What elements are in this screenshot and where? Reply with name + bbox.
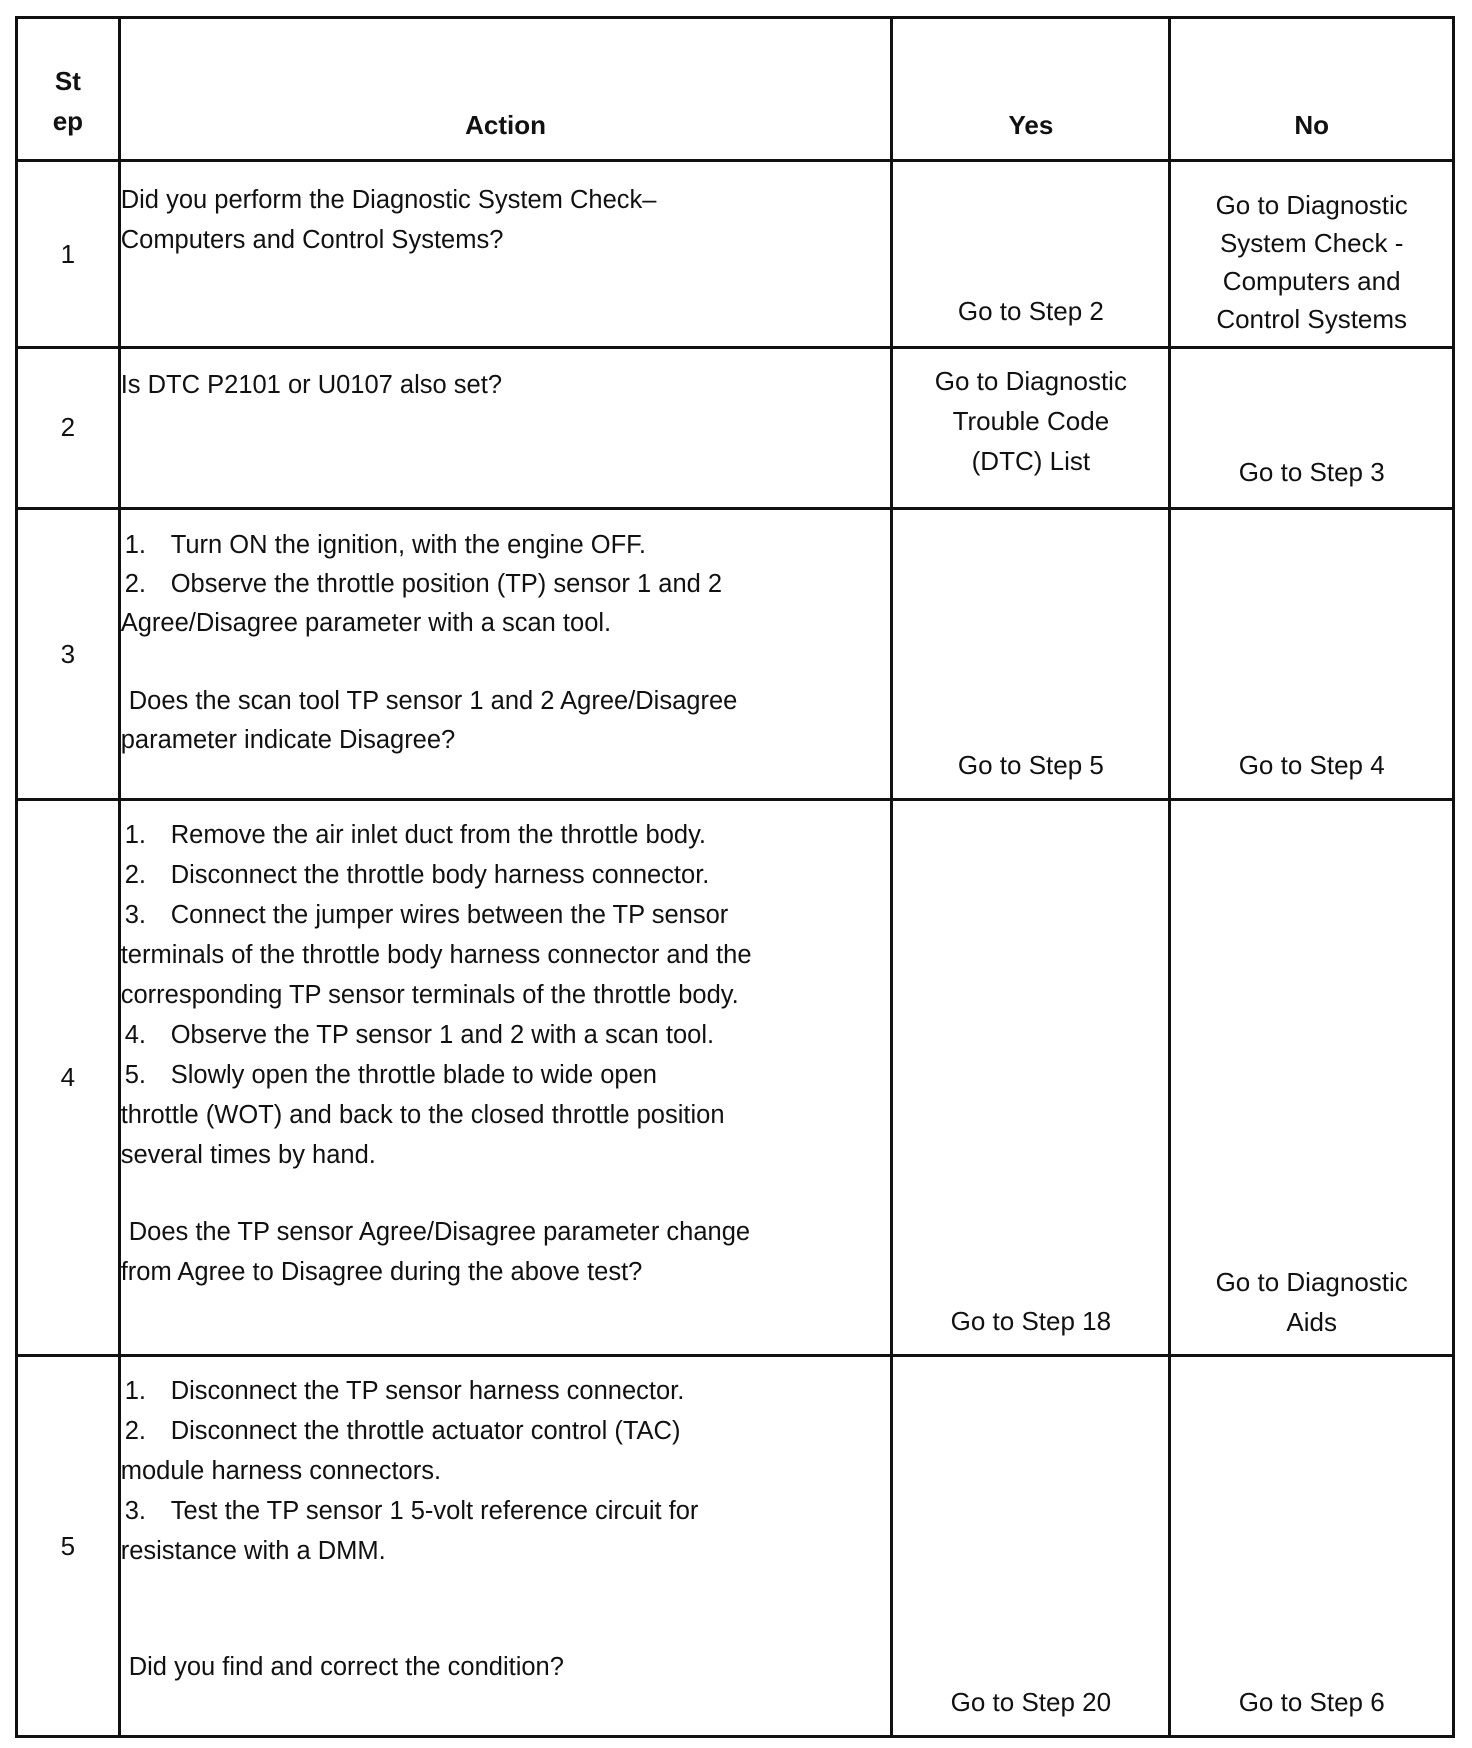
diagnostic-table [15, 16, 1455, 1738]
action-line: Agree/Disagree parameter with a scan tool. [120, 608, 612, 637]
action-line: throttle (WOT) and back to the closed throttle position [120, 1101, 725, 1130]
action-line [121, 1411, 891, 1451]
no-cell [1170, 800, 1454, 1356]
table-row [17, 508, 1454, 799]
no-line: Control Systems [1216, 303, 1408, 334]
action-line [121, 855, 891, 895]
action-line: terminals of the throttle body harness connector and the [120, 941, 752, 970]
yes-cell: Go to Step 5 [892, 508, 1170, 799]
no-line: Aids [1286, 1307, 1337, 1338]
no-line: System Check - [1219, 227, 1404, 258]
item-text: Connect the jumper wires between the TP sensor [170, 901, 729, 930]
action-line [121, 1491, 891, 1531]
item-text: Slowly open the throttle blade to wide open [170, 1061, 657, 1090]
action-line: corresponding TP sensor terminals of the throttle body. [120, 981, 739, 1010]
action-line: several times by hand. [120, 1141, 376, 1170]
action-line: Computers and Control Systems? [120, 226, 504, 255]
item-text: Disconnect the throttle body harness connector. [170, 861, 710, 890]
no-column-header: No [1170, 18, 1454, 161]
action-cell [119, 347, 892, 508]
action-cell [119, 800, 892, 1356]
action-line [121, 565, 891, 604]
action-cell [119, 508, 892, 799]
question-line: Does the scan tool TP sensor 1 and 2 Agree/Disagree [128, 686, 738, 715]
action-cell [119, 1356, 892, 1737]
no-line: Go to Diagnostic [1215, 1267, 1408, 1298]
item-text: Test the TP sensor 1 5-volt reference circuit for [170, 1497, 699, 1526]
no-cell: Go to Step 3 [1170, 347, 1454, 508]
no-cell: Go to Step 4 [1170, 508, 1454, 799]
yes-cell: Go to Step 2 [892, 161, 1170, 347]
table-row [17, 161, 1454, 347]
question-line: from Agree to Disagree during the above test? [120, 1258, 643, 1287]
yes-cell: Go to Step 18 [892, 800, 1170, 1356]
item-number: 4. [124, 1021, 146, 1050]
item-text: Turn ON the ignition, with the engine OFF. [170, 530, 647, 559]
item-text: Remove the air inlet duct from the throttle body. [170, 821, 707, 850]
action-line: resistance with a DMM. [120, 1537, 386, 1566]
action-column-header: Action [119, 18, 892, 161]
step-number: 1 [17, 161, 120, 347]
question-line: Does the TP sensor Agree/Disagree parameter change [128, 1218, 751, 1247]
step-column-header [17, 18, 120, 161]
item-text: Observe the throttle position (TP) sensor 1 and 2 [170, 569, 723, 598]
item-number: 1. [124, 1377, 146, 1406]
yes-line: (DTC) List [971, 445, 1091, 476]
question-line: Did you find and correct the condition? [128, 1653, 564, 1682]
step-number: 5 [17, 1356, 120, 1737]
no-cell [1170, 161, 1454, 347]
table-row [17, 800, 1454, 1356]
yes-line: Go to Diagnostic [934, 365, 1127, 396]
action-line: module harness connectors. [120, 1457, 442, 1486]
action-line [121, 1371, 891, 1411]
item-number: 3. [124, 901, 146, 930]
step-number: 3 [17, 508, 120, 799]
table-row [17, 347, 1454, 508]
yes-column-header: Yes [892, 18, 1170, 161]
action-line: Did you perform the Diagnostic System Check– [120, 186, 657, 215]
yes-cell: Go to Step 20 [892, 1356, 1170, 1737]
item-number: 1. [124, 530, 146, 559]
table-header-row [17, 18, 1454, 161]
action-line: Is DTC P2101 or U0107 also set? [120, 370, 502, 399]
action-line [121, 1055, 891, 1095]
item-number: 2. [124, 1417, 146, 1446]
action-line [121, 1015, 891, 1055]
step-number: 4 [17, 800, 120, 1356]
step-header-line-2: ep [52, 106, 84, 137]
item-text: Disconnect the TP sensor harness connector. [170, 1377, 685, 1406]
action-cell [119, 161, 892, 347]
item-number: 2. [124, 861, 146, 890]
step-header-line-1: St [54, 66, 81, 97]
no-line: Computers and [1222, 265, 1401, 296]
action-line [121, 895, 891, 935]
item-text: Observe the TP sensor 1 and 2 with a scan tool. [170, 1021, 715, 1050]
action-line [121, 526, 891, 565]
item-number: 5. [124, 1061, 146, 1090]
item-number: 2. [124, 569, 146, 598]
action-line [121, 815, 891, 855]
step-number: 2 [17, 347, 120, 508]
yes-cell [892, 347, 1170, 508]
item-text: Disconnect the throttle actuator control (TAC) [170, 1417, 681, 1446]
no-cell: Go to Step 6 [1170, 1356, 1454, 1737]
table-row [17, 1356, 1454, 1737]
yes-line: Trouble Code [952, 405, 1110, 436]
item-number: 1. [124, 821, 146, 850]
question-line: parameter indicate Disagree? [120, 725, 456, 754]
no-line: Go to Diagnostic [1215, 189, 1408, 220]
item-number: 3. [124, 1497, 146, 1526]
